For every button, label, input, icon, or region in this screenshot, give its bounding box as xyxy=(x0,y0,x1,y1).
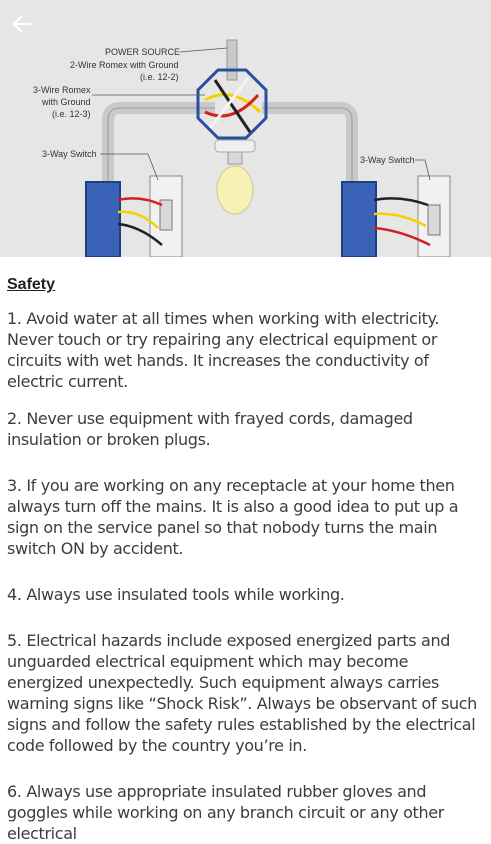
list-item-number: 5. xyxy=(7,631,22,650)
list-item xyxy=(7,475,483,559)
list-item-text: Electrical hazards include exposed energized parts and unguarded electrical equipment which may become energized unexpectedly. Such equipment always carries warning signs like “Shock Risk”. Always be observant of such signs and follow the safety rules established by the electrical code followed by the country you’re in. xyxy=(7,631,477,755)
list-item-number: 4. xyxy=(7,585,22,604)
article-content xyxy=(7,257,483,844)
list-item-text: Always use appropriate insulated rubber gloves and goggles while working on any branch circuit or any other electrical xyxy=(7,782,444,843)
arrow-left-icon xyxy=(12,14,32,34)
power-source-ie-label: (i.e. 12-2) xyxy=(140,72,179,82)
list-item xyxy=(7,308,483,392)
three-wire-ground-label: with Ground xyxy=(42,97,91,107)
list-item-text: Always use insulated tools while working. xyxy=(21,585,345,604)
list-item-number: 1. xyxy=(7,309,22,328)
wiring-diagram-image xyxy=(0,0,491,257)
list-item xyxy=(7,584,483,605)
back-button[interactable] xyxy=(12,14,44,46)
list-item-number: 3. xyxy=(7,476,22,495)
power-source-sub-label: 2-Wire Romex with Ground xyxy=(70,60,179,70)
list-item-text: Never use equipment with frayed cords, damaged insulation or broken plugs. xyxy=(7,409,413,449)
power-source-label: POWER SOURCE xyxy=(105,47,181,57)
three-wire-label: 3-Wire Romex xyxy=(33,85,91,95)
list-item-text: If you are working on any receptacle at your home then always turn off the mains. It is also a good idea to put up a sign on the service panel so that nobody turns the main switch ON by accident. xyxy=(7,476,459,558)
switch-right-label: 3-Way Switch xyxy=(360,155,415,165)
list-item-number: 2. xyxy=(7,409,22,428)
wiring-diagram-illustration xyxy=(0,0,491,257)
list-item-number: 6. xyxy=(7,782,22,801)
list-item xyxy=(7,781,483,844)
switch-left-label: 3-Way Switch xyxy=(42,149,97,159)
list-item-text: Avoid water at all times when working with electricity. Never touch or try repairing any electrical equipment or circuits with wet hands. It increases the conductivity of electric current. xyxy=(7,309,440,391)
list-item xyxy=(7,408,483,450)
list-item xyxy=(7,630,483,756)
three-wire-ie-label: (i.e. 12-3) xyxy=(52,109,91,119)
section-title: Safety xyxy=(7,276,56,293)
